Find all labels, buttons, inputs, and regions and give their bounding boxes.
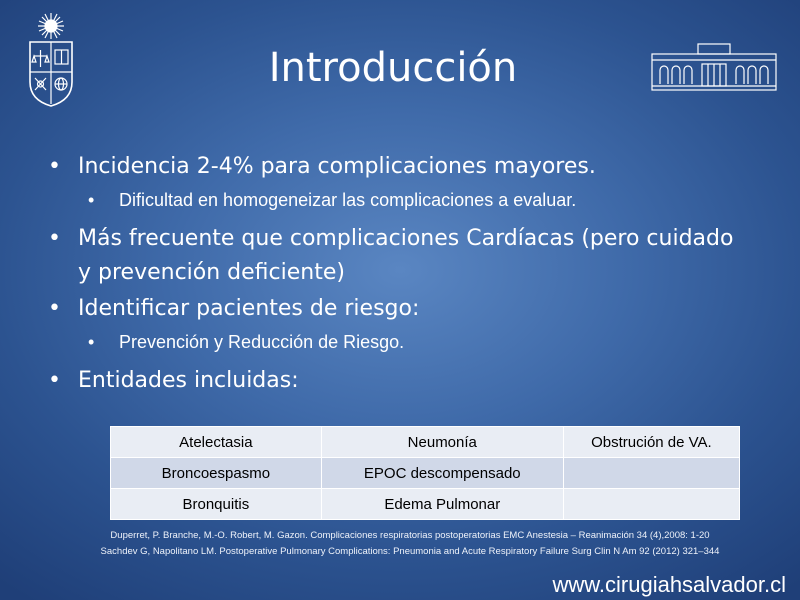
bullet-list bbox=[48, 150, 748, 400]
table-cell bbox=[563, 489, 739, 520]
bullet-text: Entidades incluidas: bbox=[78, 368, 299, 393]
bullet-item bbox=[48, 222, 748, 290]
bullet-dot: • bbox=[48, 296, 61, 321]
bullet-dot: • bbox=[48, 368, 61, 393]
table-cell: Atelectasia bbox=[111, 427, 322, 458]
bullet-text: Prevención y Reducción de Riesgo. bbox=[119, 332, 405, 352]
sub-bullet-item bbox=[48, 328, 748, 356]
table-cell: EPOC descompensado bbox=[321, 458, 563, 489]
table-cell bbox=[563, 458, 739, 489]
table-cell: Obstrución de VA. bbox=[563, 427, 739, 458]
table-cell: Bronquitis bbox=[111, 489, 322, 520]
bullet-item bbox=[48, 364, 748, 398]
reference-item: Sachdev G, Napolitano LM. Postoperative Pulmonary Complications: Pneumonia and Acute Respiratory Failure Surg Clin N Am 92 (2012) 321–344 bbox=[100, 546, 720, 557]
references bbox=[60, 530, 760, 562]
reference-item: Duperret, P. Branche, M.-O. Robert, M. Gazon. Complicaciones respiratorias postoperatorias EMC Anestesia – Reanimación 34 (4),2008: 1-20 bbox=[110, 530, 710, 541]
website-url: www.cirugiahsalvador.cl bbox=[552, 572, 786, 597]
entities-table bbox=[110, 426, 740, 520]
sub-bullet-item bbox=[48, 186, 748, 214]
bullet-item bbox=[48, 292, 748, 326]
bullet-dot: • bbox=[88, 190, 95, 210]
bullet-item bbox=[48, 150, 748, 184]
bullet-text: Incidencia 2-4% para complicaciones mayores. bbox=[78, 154, 596, 179]
bullet-text: Más frecuente que complicaciones Cardíacas (pero cuidado y prevención deficiente) bbox=[78, 226, 734, 285]
bullet-dot: • bbox=[88, 332, 95, 352]
table-cell: Broncoespasmo bbox=[111, 458, 322, 489]
bullet-dot: • bbox=[48, 154, 61, 179]
bullet-dot: • bbox=[48, 226, 61, 251]
table-cell: Neumonía bbox=[321, 427, 563, 458]
table-row bbox=[111, 427, 740, 458]
bullet-text: Identificar pacientes de riesgo: bbox=[78, 296, 420, 321]
table-row bbox=[111, 458, 740, 489]
entities-table-container bbox=[110, 426, 740, 520]
table-cell: Edema Pulmonar bbox=[321, 489, 563, 520]
slide-title: Introducción bbox=[268, 45, 518, 91]
bullet-text: Dificultad en homogeneizar las complicaciones a evaluar. bbox=[119, 190, 577, 210]
table-row bbox=[111, 489, 740, 520]
